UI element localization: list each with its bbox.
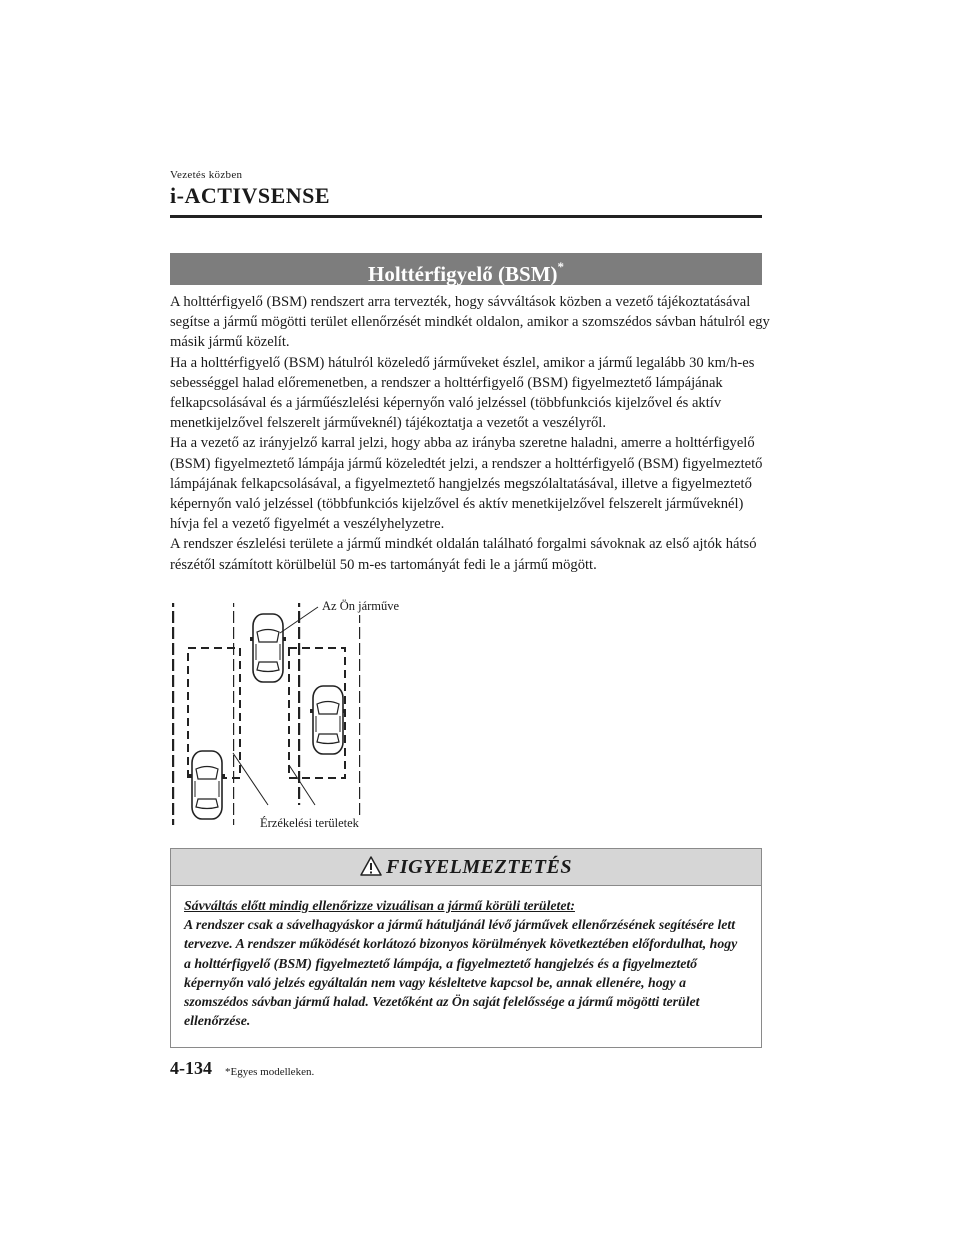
warning-box (170, 848, 762, 1048)
paragraph: A holttérfigyelő (BSM) rendszert arra tervezték, hogy sávváltások közben a vezető tájékoztatásával segítse a jármű mögötti terület ellenőrzését mindkét oldalon, amikor a szomszédos sávban hátulról egy másik jármű közelít. (170, 294, 770, 351)
section-kicker: Vezetés közben (170, 169, 243, 181)
paragraph: Ha a vezető az irányjelző karral jelzi, hogy abba az irányba szeretne haladni, amerre a holttérfigyelő (BSM) figyelmeztető lámpája jármű közeledtét jelzi, a rendszer a holttérfigyelő (BSM) figyelmeztető lámpájának felkapcsolásával, a figyelmeztető hangjelzés megszólaltatásával, illetve a figyelmeztető képernyőn való jelzéssel (többfunkciós kijelzővel és aktív menetkijelzővel felszerelt járműveknél) hívja fel a vezető figyelmét a veszélyhelyzetre. (170, 435, 763, 533)
leader-line (289, 765, 315, 805)
warning-body (171, 886, 761, 1030)
bsm-diagram (165, 595, 405, 835)
label-own-vehicle: Az Ön járműve (322, 599, 400, 613)
vehicle-right-lane (310, 686, 346, 754)
paragraph: A rendszer észlelési területe a jármű mindkét oldalán található forgalmi sávoknak az első ajtók hátsó részétől számított körülbelül 50 m-es tartományát fedi le a jármű mögött. (170, 536, 757, 573)
warning-header (171, 849, 761, 886)
section-rule (170, 215, 762, 218)
footnote: *Egyes modelleken. (225, 1066, 315, 1078)
label-detection-areas: Érzékelési területek (260, 816, 359, 830)
body-text (170, 292, 770, 575)
section-title: i-ACTIVSENSE (170, 183, 331, 208)
warning-title: FIGYELMEZTETÉS (386, 856, 572, 878)
page-number: 4-134 (170, 1058, 212, 1078)
topic-heading-text: Holttérfigyelő (BSM) (367, 262, 558, 286)
own-vehicle (250, 614, 286, 682)
topic-heading (170, 253, 762, 285)
topic-heading-mark: * (557, 259, 565, 274)
warning-triangle-icon (360, 856, 382, 876)
vehicle-left-lane (189, 751, 225, 819)
warning-lead: Sávváltás előtt mindig ellenőrizze vizuálisan a jármű körüli területet: (184, 898, 575, 913)
paragraph: Ha a holttérfigyelő (BSM) hátulról közeledő járműveket észlel, amikor a jármű legalább 30 km/h-es sebességgel halad előremenetben, a rendszer a holttérfigyelő (BSM) figyelmeztető lámpájának felkapcsolásával és a járműészlelési képernyőn való jelzéssel (többfunkciós kijelzővel és aktív menetkijelzővel felszerelt járműveknél) tájékoztatja a vezetőt a veszélyről. (170, 354, 755, 432)
warning-text: A rendszer csak a sávelhagyáskor a jármű hátuljánál lévő járművek ellenőrzésének segítésére lett tervezve. A rendszer működését korlátozó bizonyos körülmények következtében előfordulhat, hogy a holttérfigyelő (BSM) figyelmeztető lámpája, a figyelmeztető hangjelzés és a figyelmeztető képernyőn való jelzés egyáltalán nem vagy késleltetve kapcsol be, annak ellenére, hogy a szomszédos sávban jármű halad. Vezetőként az Ön saját felelőssége a jármű mögötti terület ellenőrzése. (184, 917, 738, 1029)
